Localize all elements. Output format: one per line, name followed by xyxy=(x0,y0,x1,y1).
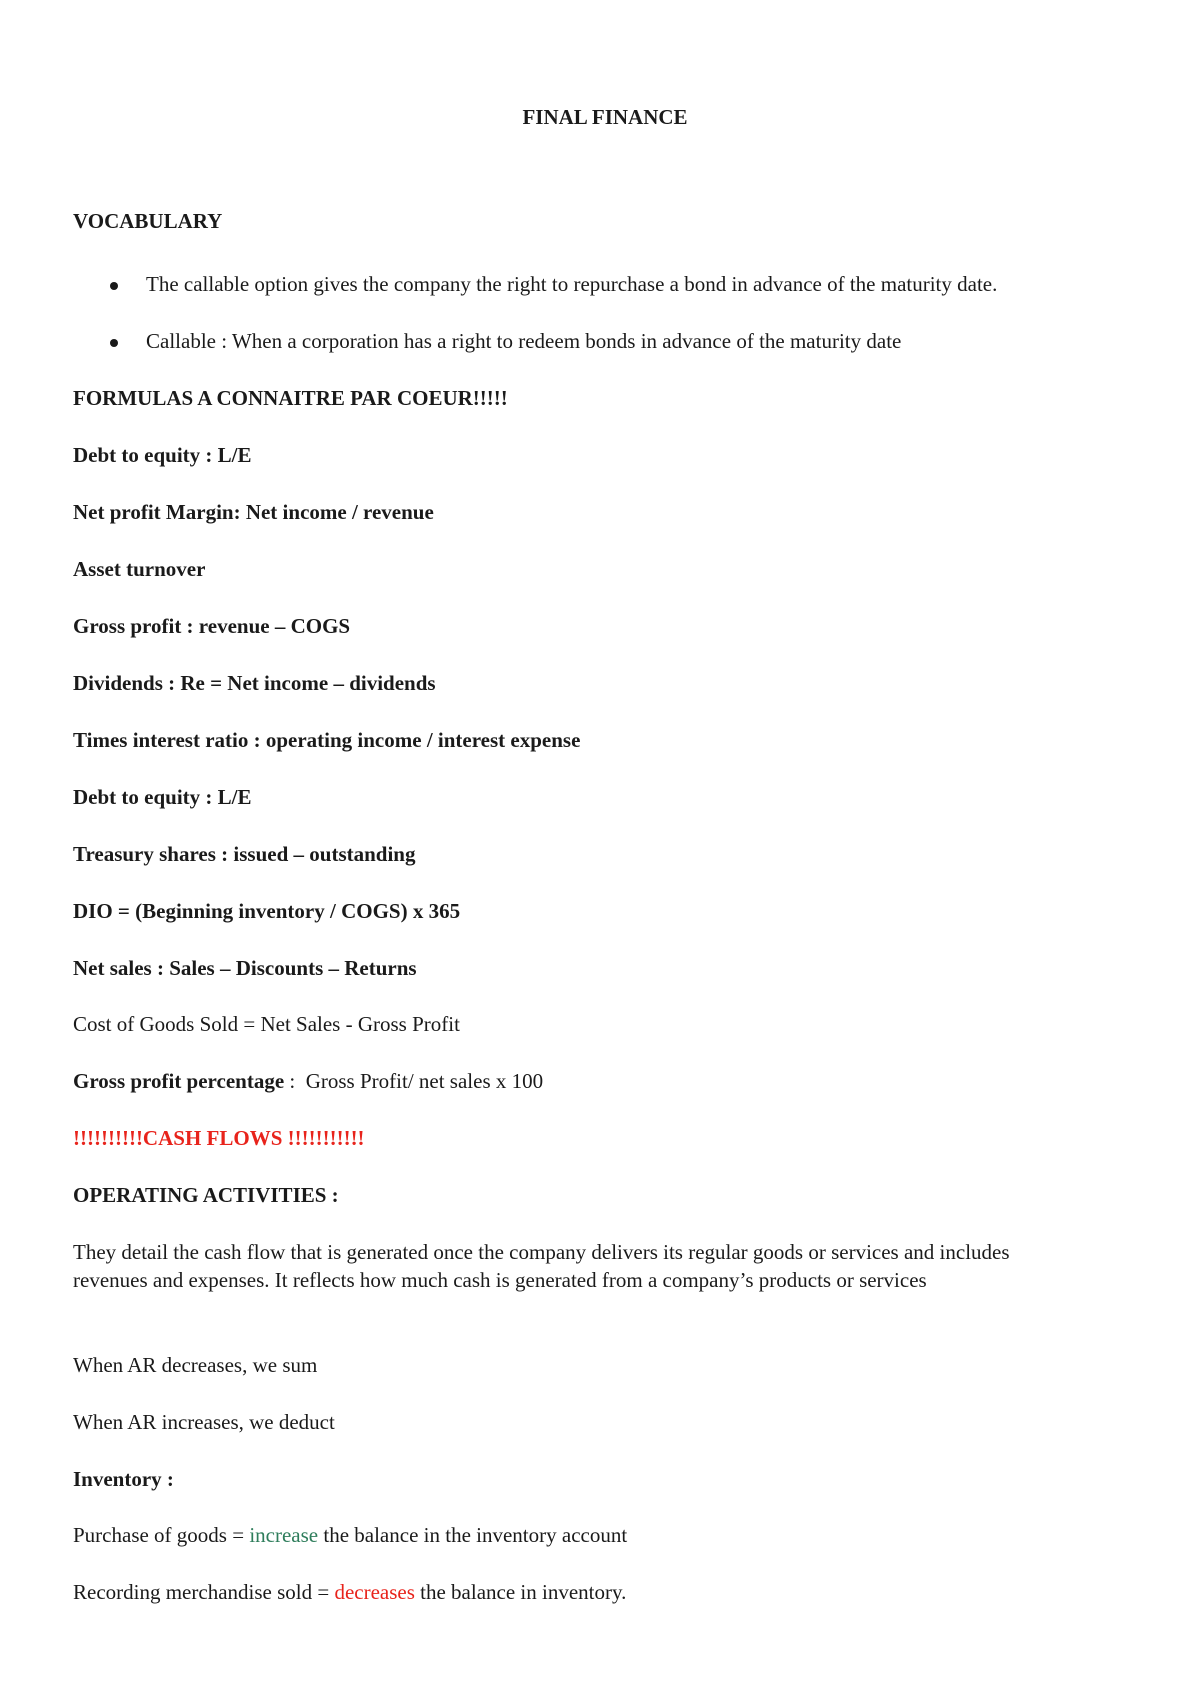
formula-line: DIO = (Beginning inventory / COGS) x 365 xyxy=(73,899,461,923)
formula-line: Debt to equity : L/E xyxy=(73,785,252,809)
vocab-bullet-2: Callable : When a corporation has a right to redeem bonds in advance of the maturity date xyxy=(146,329,902,353)
purchase-increase-word: increase xyxy=(249,1523,319,1547)
inventory-heading: Inventory : xyxy=(73,1467,174,1491)
ar-increase-line: When AR increases, we deduct xyxy=(73,1410,335,1434)
document-title: FINAL FINANCE xyxy=(522,105,688,129)
formula-line: Net sales : Sales – Discounts – Returns xyxy=(73,956,417,980)
formula-line: Debt to equity : L/E xyxy=(73,443,252,467)
recording-decreases-word: decreases xyxy=(334,1580,415,1604)
vocab-bullet-1: The callable option gives the company the right to repurchase a bond in advance of the maturity date. xyxy=(146,272,998,296)
formula-line: Gross profit : revenue – COGS xyxy=(73,614,351,638)
gpp-value: : Gross Profit/ net sales x 100 xyxy=(284,1069,544,1093)
vocabulary-heading: VOCABULARY xyxy=(73,209,223,233)
operating-paragraph: They detail the cash flow that is generated once the company delivers its regular goods or services and includes revenues and expenses. It reflects how much cash is generated from a company’s products or services xyxy=(73,1240,1010,1292)
bullet-icon xyxy=(110,282,118,290)
gpp-label: Gross profit percentage xyxy=(73,1069,285,1093)
formula-line: Times interest ratio : operating income / interest expense xyxy=(73,728,581,752)
ar-decrease-line: When AR decreases, we sum xyxy=(73,1353,318,1377)
cash-flows-heading: !!!!!!!!!!CASH FLOWS !!!!!!!!!!! xyxy=(73,1126,365,1150)
cogs-line: Cost of Goods Sold = Net Sales - Gross Profit xyxy=(73,1012,460,1036)
gross-profit-percentage-line xyxy=(73,1067,543,1095)
formula-line: Dividends : Re = Net income – dividends xyxy=(73,671,436,695)
purchase-suffix: the balance in the inventory account xyxy=(318,1523,628,1547)
purchase-line xyxy=(73,1521,627,1549)
formula-line: Asset turnover xyxy=(73,557,206,581)
recording-line xyxy=(73,1578,626,1606)
recording-suffix: the balance in inventory. xyxy=(414,1580,627,1604)
bullet-icon xyxy=(110,339,118,347)
operating-activities-heading: OPERATING ACTIVITIES : xyxy=(73,1183,339,1207)
formula-line: Treasury shares : issued – outstanding xyxy=(73,842,416,866)
recording-prefix: Recording merchandise sold = xyxy=(73,1580,335,1604)
formulas-heading: FORMULAS A CONNAITRE PAR COEUR!!!!! xyxy=(73,386,508,410)
formula-line: Net profit Margin: Net income / revenue xyxy=(73,500,434,524)
purchase-prefix: Purchase of goods = xyxy=(73,1523,250,1547)
